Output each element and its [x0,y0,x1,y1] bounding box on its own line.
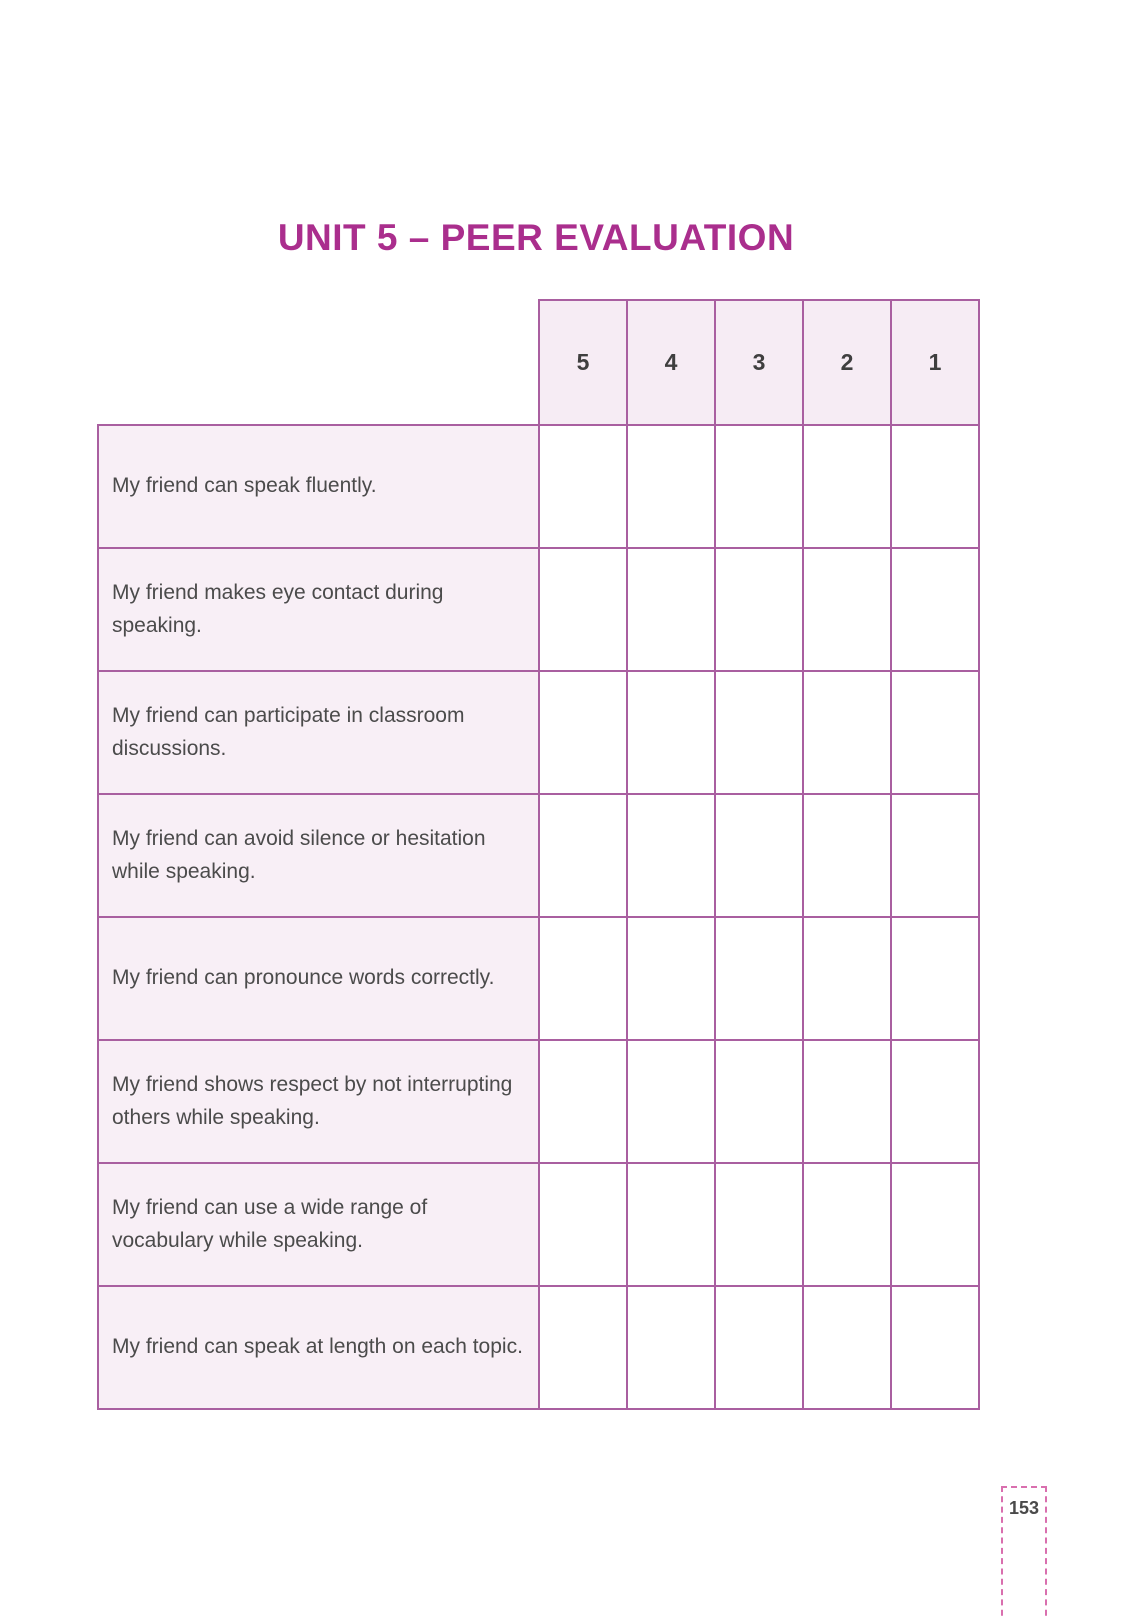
rating-cell [627,671,715,794]
rating-cell [891,1286,979,1409]
rating-header-2: 2 [803,300,891,425]
rating-cell [539,1040,627,1163]
rating-cell [627,1286,715,1409]
rating-cell [891,425,979,548]
table-row [98,1040,979,1163]
rating-cell [891,794,979,917]
rating-cell [803,425,891,548]
rating-cell [627,917,715,1040]
rating-header-3: 3 [715,300,803,425]
rating-cell [627,1163,715,1286]
rating-cell [715,1040,803,1163]
peer-evaluation-table [97,299,980,1410]
table-row [98,671,979,794]
criteria-cell: My friend can use a wide range of vocabulary while speaking. [98,1163,539,1286]
rating-cell [539,917,627,1040]
criteria-cell: My friend can pronounce words correctly. [98,917,539,1040]
rating-cell [539,548,627,671]
rating-header-row [98,300,979,425]
criteria-cell: My friend can speak at length on each topic. [98,1286,539,1409]
table-row [98,794,979,917]
rating-cell [803,1286,891,1409]
criteria-cell: My friend makes eye contact during speaking. [98,548,539,671]
rating-header-4: 4 [627,300,715,425]
rating-cell [715,425,803,548]
rating-header-5: 5 [539,300,627,425]
rating-cell [539,1163,627,1286]
rating-cell [803,917,891,1040]
rating-cell [539,671,627,794]
rating-cell [891,548,979,671]
rating-cell [715,548,803,671]
table-row [98,1163,979,1286]
criteria-cell: My friend can speak fluently. [98,425,539,548]
rating-cell [627,548,715,671]
criteria-cell: My friend can participate in classroom discussions. [98,671,539,794]
rating-cell [803,548,891,671]
rating-cell [539,425,627,548]
rating-cell [891,671,979,794]
criteria-cell: My friend can avoid silence or hesitation while speaking. [98,794,539,917]
rating-header-1: 1 [891,300,979,425]
rating-cell [715,794,803,917]
rating-cell [627,425,715,548]
rating-cell [803,671,891,794]
rating-cell [539,794,627,917]
rating-cell [803,794,891,917]
rating-cell [627,1040,715,1163]
rating-cell [803,1040,891,1163]
rating-cell [891,917,979,1040]
rating-cell [891,1163,979,1286]
page-title: UNIT 5 – PEER EVALUATION [277,216,795,258]
header-blank-cell [98,300,539,425]
rating-cell [539,1286,627,1409]
rating-cell [627,794,715,917]
rating-cell [715,1163,803,1286]
table-row [98,548,979,671]
page-number-tab [1001,1486,1047,1616]
rating-cell [891,1040,979,1163]
table-row [98,917,979,1040]
rating-cell [715,1286,803,1409]
rating-cell [715,671,803,794]
criteria-cell: My friend shows respect by not interrupting others while speaking. [98,1040,539,1163]
rating-cell [803,1163,891,1286]
table-row [98,425,979,548]
table-row [98,1286,979,1409]
page-number: 153 [1008,1498,1040,1518]
rating-cell [715,917,803,1040]
